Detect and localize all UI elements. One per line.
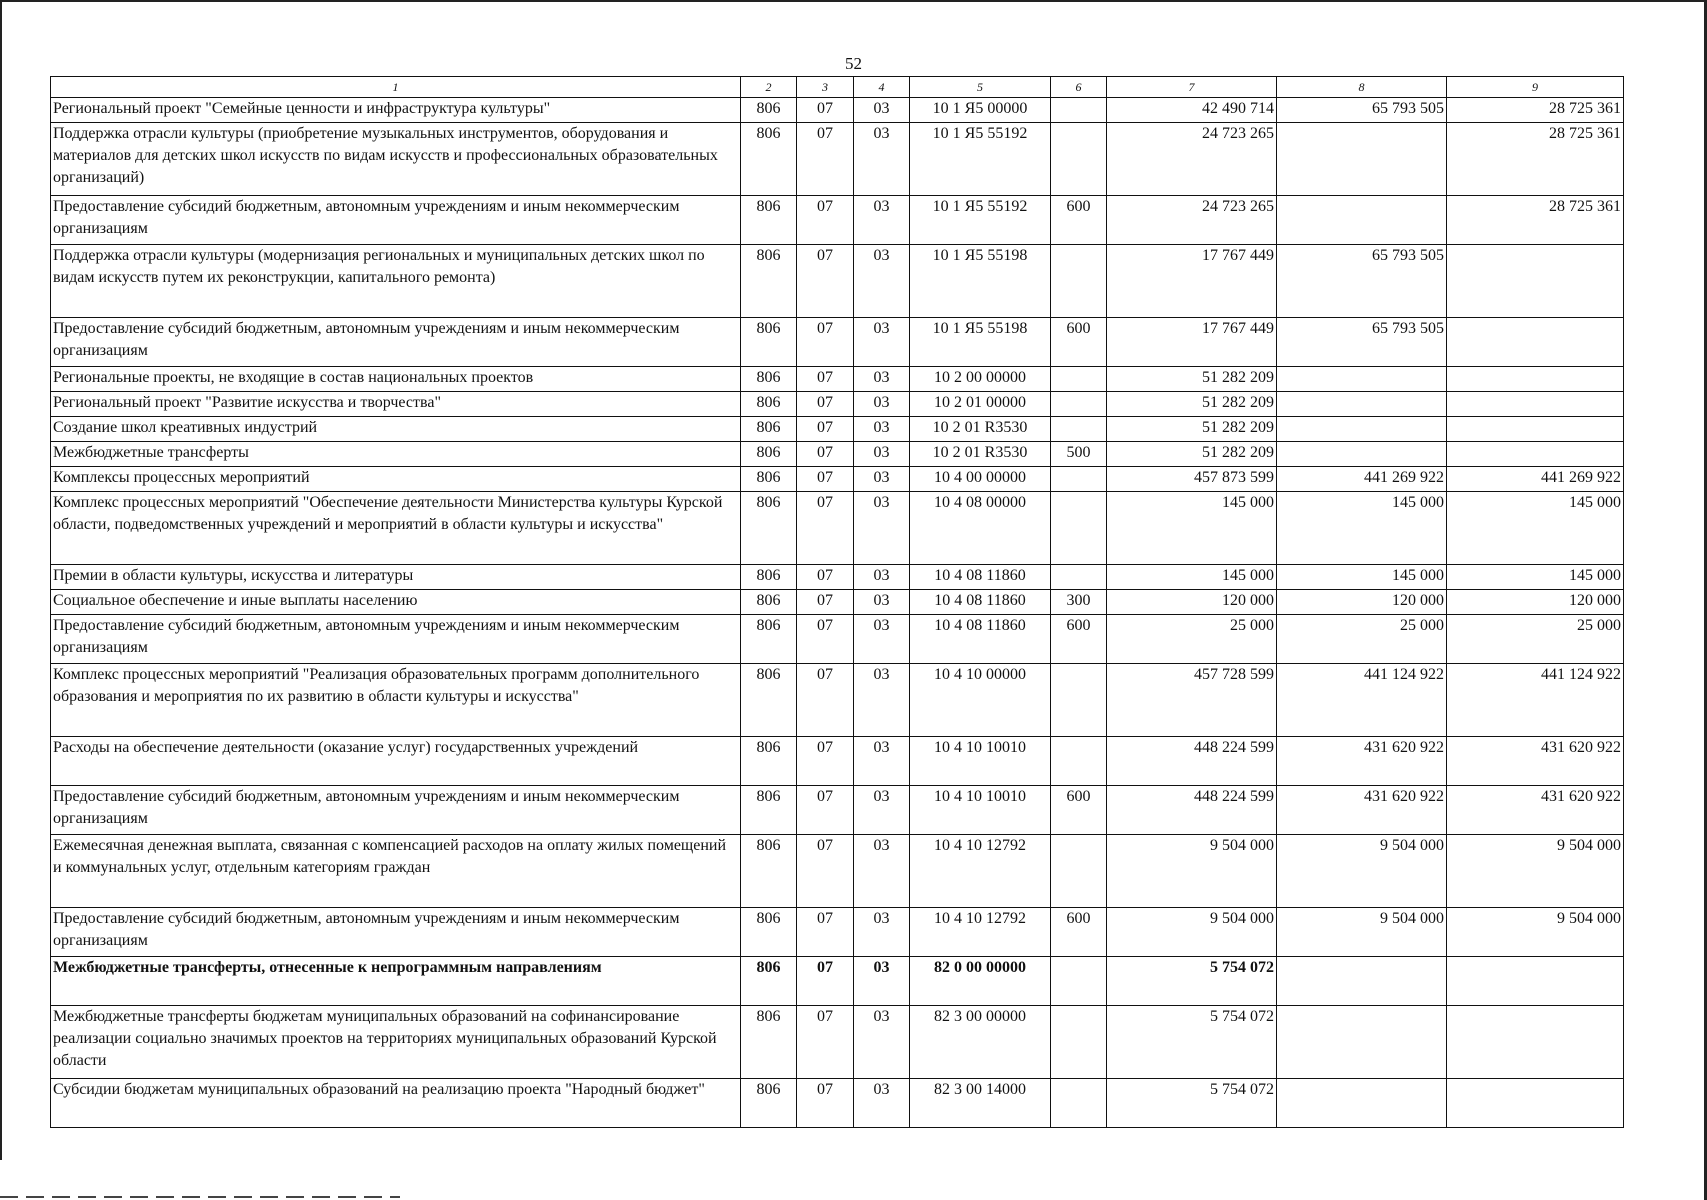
row-name-cell: Предоставление субсидий бюджетным, автономным учреждениям и иным некоммерческим организациям <box>51 615 741 664</box>
section-code-cell: 07 <box>797 664 854 737</box>
amount-cell: 5 754 072 <box>1107 957 1277 1006</box>
target-article-cell: 10 4 08 11860 <box>910 590 1051 615</box>
expense-type-cell <box>1051 1006 1107 1079</box>
table-row <box>51 664 1624 737</box>
target-article-cell: 10 4 10 10010 <box>910 786 1051 835</box>
expense-type-cell: 600 <box>1051 908 1107 957</box>
section-code-cell: 07 <box>797 367 854 392</box>
row-name-cell: Межбюджетные трансферты бюджетам муниципальных образований на софинансирование реализации социально значимых проектов на территориях муниципальных образований Курской области <box>51 1006 741 1079</box>
section-code-cell: 07 <box>797 442 854 467</box>
row-name-cell: Предоставление субсидий бюджетным, автономным учреждениям и иным некоммерческим организациям <box>51 786 741 835</box>
amount-cell <box>1447 392 1624 417</box>
amount-cell: 65 793 505 <box>1277 98 1447 123</box>
subsection-code-cell: 03 <box>854 367 910 392</box>
amount-cell: 431 620 922 <box>1277 786 1447 835</box>
subsection-code-cell: 03 <box>854 1079 910 1128</box>
target-article-cell: 10 1 Я5 55198 <box>910 318 1051 367</box>
target-article-cell: 10 2 01 R3530 <box>910 417 1051 442</box>
target-article-cell: 10 4 08 11860 <box>910 565 1051 590</box>
amount-cell <box>1447 957 1624 1006</box>
ministry-code-cell: 806 <box>741 1006 797 1079</box>
expense-type-cell <box>1051 367 1107 392</box>
amount-cell <box>1277 196 1447 245</box>
target-article-cell: 10 1 Я5 55192 <box>910 123 1051 196</box>
amount-cell: 51 282 209 <box>1107 442 1277 467</box>
row-name-cell: Поддержка отрасли культуры (модернизация региональных и муниципальных детских школ по видам искусств путем их реконструкции, капитального ремонта) <box>51 245 741 318</box>
expense-type-cell <box>1051 835 1107 908</box>
row-name-cell: Межбюджетные трансферты <box>51 442 741 467</box>
table-row <box>51 98 1624 123</box>
subsection-code-cell: 03 <box>854 318 910 367</box>
subsection-code-cell: 03 <box>854 467 910 492</box>
table-row <box>51 367 1624 392</box>
amount-cell <box>1277 442 1447 467</box>
ministry-code-cell: 806 <box>741 492 797 565</box>
amount-cell: 441 269 922 <box>1447 467 1624 492</box>
expense-type-cell <box>1051 417 1107 442</box>
ministry-code-cell: 806 <box>741 196 797 245</box>
row-name-cell: Предоставление субсидий бюджетным, автономным учреждениям и иным некоммерческим организациям <box>51 908 741 957</box>
section-code-cell: 07 <box>797 318 854 367</box>
target-article-cell: 10 4 00 00000 <box>910 467 1051 492</box>
amount-cell: 145 000 <box>1447 565 1624 590</box>
amount-cell: 5 754 072 <box>1107 1006 1277 1079</box>
subsection-code-cell: 03 <box>854 615 910 664</box>
ministry-code-cell: 806 <box>741 367 797 392</box>
subsection-code-cell: 03 <box>854 565 910 590</box>
amount-cell: 9 504 000 <box>1107 835 1277 908</box>
subsection-code-cell: 03 <box>854 392 910 417</box>
expense-type-cell <box>1051 392 1107 417</box>
amount-cell <box>1277 1079 1447 1128</box>
row-name-cell: Создание школ креативных индустрий <box>51 417 741 442</box>
amount-cell: 42 490 714 <box>1107 98 1277 123</box>
amount-cell: 120 000 <box>1447 590 1624 615</box>
expense-type-cell <box>1051 245 1107 318</box>
table-row <box>51 123 1624 196</box>
ministry-code-cell: 806 <box>741 318 797 367</box>
section-code-cell: 07 <box>797 98 854 123</box>
row-name-cell: Комплексы процессных мероприятий <box>51 467 741 492</box>
target-article-cell: 10 4 10 12792 <box>910 908 1051 957</box>
ministry-code-cell: 806 <box>741 835 797 908</box>
subsection-code-cell: 03 <box>854 835 910 908</box>
subsection-code-cell: 03 <box>854 1006 910 1079</box>
ministry-code-cell: 806 <box>741 123 797 196</box>
amount-cell: 9 504 000 <box>1447 835 1624 908</box>
expense-type-cell <box>1051 467 1107 492</box>
scan-border-top <box>0 0 1707 2</box>
amount-cell: 17 767 449 <box>1107 318 1277 367</box>
row-name-cell: Региональные проекты, не входящие в состав национальных проектов <box>51 367 741 392</box>
amount-cell: 441 124 922 <box>1277 664 1447 737</box>
subsection-code-cell: 03 <box>854 908 910 957</box>
table-row <box>51 1006 1624 1079</box>
section-code-cell: 07 <box>797 1079 854 1128</box>
amount-cell: 431 620 922 <box>1447 786 1624 835</box>
column-number-row <box>51 77 1624 98</box>
section-code-cell: 07 <box>797 123 854 196</box>
amount-cell: 28 725 361 <box>1447 123 1624 196</box>
table-row <box>51 245 1624 318</box>
expense-type-cell: 300 <box>1051 590 1107 615</box>
ministry-code-cell: 806 <box>741 442 797 467</box>
row-name-cell: Субсидии бюджетам муниципальных образований на реализацию проекта "Народный бюджет" <box>51 1079 741 1128</box>
section-code-cell: 07 <box>797 957 854 1006</box>
amount-cell <box>1447 1079 1624 1128</box>
subsection-code-cell: 03 <box>854 737 910 786</box>
subsection-code-cell: 03 <box>854 245 910 318</box>
column-header: 8 <box>1277 77 1447 98</box>
row-name-cell: Премии в области культуры, искусства и литературы <box>51 565 741 590</box>
table-row <box>51 492 1624 565</box>
target-article-cell: 10 1 Я5 55192 <box>910 196 1051 245</box>
column-header: 5 <box>910 77 1051 98</box>
amount-cell <box>1277 367 1447 392</box>
amount-cell: 5 754 072 <box>1107 1079 1277 1128</box>
ministry-code-cell: 806 <box>741 908 797 957</box>
section-code-cell: 07 <box>797 392 854 417</box>
amount-cell: 120 000 <box>1107 590 1277 615</box>
amount-cell: 145 000 <box>1447 492 1624 565</box>
table-row <box>51 615 1624 664</box>
ministry-code-cell: 806 <box>741 245 797 318</box>
amount-cell: 51 282 209 <box>1107 367 1277 392</box>
table-row <box>51 196 1624 245</box>
section-code-cell: 07 <box>797 615 854 664</box>
ministry-code-cell: 806 <box>741 565 797 590</box>
amount-cell: 145 000 <box>1107 492 1277 565</box>
table-row <box>51 417 1624 442</box>
amount-cell: 9 504 000 <box>1277 908 1447 957</box>
row-name-cell: Поддержка отрасли культуры (приобретение музыкальных инструментов, оборудования и материалов для детских школ искусств по видам искусств и профессиональных образовательных организаций) <box>51 123 741 196</box>
amount-cell: 65 793 505 <box>1277 318 1447 367</box>
table-row <box>51 392 1624 417</box>
table-row <box>51 1079 1624 1128</box>
expense-type-cell: 500 <box>1051 442 1107 467</box>
target-article-cell: 10 4 10 10010 <box>910 737 1051 786</box>
ministry-code-cell: 806 <box>741 98 797 123</box>
row-name-cell: Расходы на обеспечение деятельности (оказание услуг) государственных учреждений <box>51 737 741 786</box>
ministry-code-cell: 806 <box>741 467 797 492</box>
expense-type-cell <box>1051 664 1107 737</box>
amount-cell <box>1447 417 1624 442</box>
expense-type-cell <box>1051 123 1107 196</box>
expense-type-cell <box>1051 737 1107 786</box>
subsection-code-cell: 03 <box>854 123 910 196</box>
amount-cell: 28 725 361 <box>1447 98 1624 123</box>
row-name-cell: Региональный проект "Семейные ценности и инфраструктура культуры" <box>51 98 741 123</box>
ministry-code-cell: 806 <box>741 417 797 442</box>
row-name-cell: Региональный проект "Развитие искусства и творчества" <box>51 392 741 417</box>
ministry-code-cell: 806 <box>741 1079 797 1128</box>
section-code-cell: 07 <box>797 1006 854 1079</box>
amount-cell: 431 620 922 <box>1447 737 1624 786</box>
subsection-code-cell: 03 <box>854 664 910 737</box>
row-name-cell: Социальное обеспечение и иные выплаты населению <box>51 590 741 615</box>
target-article-cell: 10 4 08 11860 <box>910 615 1051 664</box>
amount-cell <box>1447 245 1624 318</box>
amount-cell: 457 873 599 <box>1107 467 1277 492</box>
subsection-code-cell: 03 <box>854 590 910 615</box>
amount-cell: 24 723 265 <box>1107 123 1277 196</box>
table-body <box>51 98 1624 1128</box>
subsection-code-cell: 03 <box>854 196 910 245</box>
target-article-cell: 10 4 08 00000 <box>910 492 1051 565</box>
subsection-code-cell: 03 <box>854 98 910 123</box>
amount-cell <box>1447 318 1624 367</box>
amount-cell: 9 504 000 <box>1277 835 1447 908</box>
row-name-cell: Предоставление субсидий бюджетным, автономным учреждениям и иным некоммерческим организациям <box>51 196 741 245</box>
section-code-cell: 07 <box>797 565 854 590</box>
amount-cell: 25 000 <box>1107 615 1277 664</box>
amount-cell: 448 224 599 <box>1107 737 1277 786</box>
ministry-code-cell: 806 <box>741 392 797 417</box>
row-name-cell: Межбюджетные трансферты, отнесенные к непрограммным направлениям <box>51 957 741 1006</box>
table-row <box>51 737 1624 786</box>
target-article-cell: 10 2 01 R3530 <box>910 442 1051 467</box>
expense-type-cell: 600 <box>1051 786 1107 835</box>
amount-cell <box>1277 957 1447 1006</box>
amount-cell: 24 723 265 <box>1107 196 1277 245</box>
column-header: 1 <box>51 77 741 98</box>
row-name-cell: Комплекс процессных мероприятий "Реализация образовательных программ дополнительного образования и мероприятия по их развитию в области культуры и искусства" <box>51 664 741 737</box>
section-code-cell: 07 <box>797 196 854 245</box>
amount-cell: 28 725 361 <box>1447 196 1624 245</box>
amount-cell: 25 000 <box>1447 615 1624 664</box>
ministry-code-cell: 806 <box>741 664 797 737</box>
amount-cell <box>1277 417 1447 442</box>
amount-cell: 51 282 209 <box>1107 392 1277 417</box>
amount-cell: 25 000 <box>1277 615 1447 664</box>
column-header: 9 <box>1447 77 1624 98</box>
column-header: 3 <box>797 77 854 98</box>
ministry-code-cell: 806 <box>741 957 797 1006</box>
ministry-code-cell: 806 <box>741 786 797 835</box>
section-code-cell: 07 <box>797 908 854 957</box>
subsection-code-cell: 03 <box>854 492 910 565</box>
amount-cell <box>1447 1006 1624 1079</box>
amount-cell: 441 269 922 <box>1277 467 1447 492</box>
table-row <box>51 957 1624 1006</box>
subsection-code-cell: 03 <box>854 417 910 442</box>
amount-cell: 441 124 922 <box>1447 664 1624 737</box>
section-code-cell: 07 <box>797 245 854 318</box>
amount-cell: 51 282 209 <box>1107 417 1277 442</box>
amount-cell: 9 504 000 <box>1107 908 1277 957</box>
subsection-code-cell: 03 <box>854 442 910 467</box>
expense-type-cell: 600 <box>1051 318 1107 367</box>
column-header: 7 <box>1107 77 1277 98</box>
amount-cell <box>1447 442 1624 467</box>
page-number: 52 <box>845 54 862 73</box>
expense-type-cell <box>1051 957 1107 1006</box>
target-article-cell: 10 1 Я5 00000 <box>910 98 1051 123</box>
expense-type-cell <box>1051 98 1107 123</box>
expense-type-cell <box>1051 565 1107 590</box>
amount-cell: 65 793 505 <box>1277 245 1447 318</box>
expense-type-cell <box>1051 1079 1107 1128</box>
amount-cell <box>1277 123 1447 196</box>
section-code-cell: 07 <box>797 786 854 835</box>
ministry-code-cell: 806 <box>741 737 797 786</box>
table-row <box>51 590 1624 615</box>
section-code-cell: 07 <box>797 737 854 786</box>
amount-cell: 457 728 599 <box>1107 664 1277 737</box>
scan-border-bottom <box>0 1196 400 1198</box>
column-header: 4 <box>854 77 910 98</box>
table-row <box>51 442 1624 467</box>
ministry-code-cell: 806 <box>741 615 797 664</box>
amount-cell: 145 000 <box>1107 565 1277 590</box>
amount-cell: 120 000 <box>1277 590 1447 615</box>
amount-cell <box>1447 367 1624 392</box>
amount-cell <box>1277 392 1447 417</box>
expense-type-cell <box>1051 492 1107 565</box>
target-article-cell: 10 4 10 12792 <box>910 835 1051 908</box>
section-code-cell: 07 <box>797 492 854 565</box>
ministry-code-cell: 806 <box>741 590 797 615</box>
amount-cell: 448 224 599 <box>1107 786 1277 835</box>
table-row <box>51 565 1624 590</box>
row-name-cell: Ежемесячная денежная выплата, связанная с компенсацией расходов на оплату жилых помещений и коммунальных услуг, отдельным категориям граждан <box>51 835 741 908</box>
amount-cell: 145 000 <box>1277 565 1447 590</box>
table-row <box>51 467 1624 492</box>
expense-type-cell: 600 <box>1051 196 1107 245</box>
section-code-cell: 07 <box>797 835 854 908</box>
column-header: 2 <box>741 77 797 98</box>
budget-table <box>50 76 1624 1128</box>
table-row <box>51 786 1624 835</box>
row-name-cell: Комплекс процессных мероприятий "Обеспечение деятельности Министерства культуры Курской области, подведомственных учреждений и мероприятий в области культуры и искусства" <box>51 492 741 565</box>
amount-cell: 9 504 000 <box>1447 908 1624 957</box>
target-article-cell: 82 0 00 00000 <box>910 957 1051 1006</box>
subsection-code-cell: 03 <box>854 786 910 835</box>
scan-border-left <box>0 0 2 1160</box>
amount-cell <box>1277 1006 1447 1079</box>
target-article-cell: 10 4 10 00000 <box>910 664 1051 737</box>
section-code-cell: 07 <box>797 590 854 615</box>
target-article-cell: 10 2 01 00000 <box>910 392 1051 417</box>
table-row <box>51 908 1624 957</box>
section-code-cell: 07 <box>797 467 854 492</box>
amount-cell: 431 620 922 <box>1277 737 1447 786</box>
target-article-cell: 10 1 Я5 55198 <box>910 245 1051 318</box>
target-article-cell: 10 2 00 00000 <box>910 367 1051 392</box>
target-article-cell: 82 3 00 00000 <box>910 1006 1051 1079</box>
section-code-cell: 07 <box>797 417 854 442</box>
amount-cell: 17 767 449 <box>1107 245 1277 318</box>
target-article-cell: 82 3 00 14000 <box>910 1079 1051 1128</box>
subsection-code-cell: 03 <box>854 957 910 1006</box>
table-row <box>51 318 1624 367</box>
row-name-cell: Предоставление субсидий бюджетным, автономным учреждениям и иным некоммерческим организациям <box>51 318 741 367</box>
expense-type-cell: 600 <box>1051 615 1107 664</box>
column-header: 6 <box>1051 77 1107 98</box>
amount-cell: 145 000 <box>1277 492 1447 565</box>
table-row <box>51 835 1624 908</box>
